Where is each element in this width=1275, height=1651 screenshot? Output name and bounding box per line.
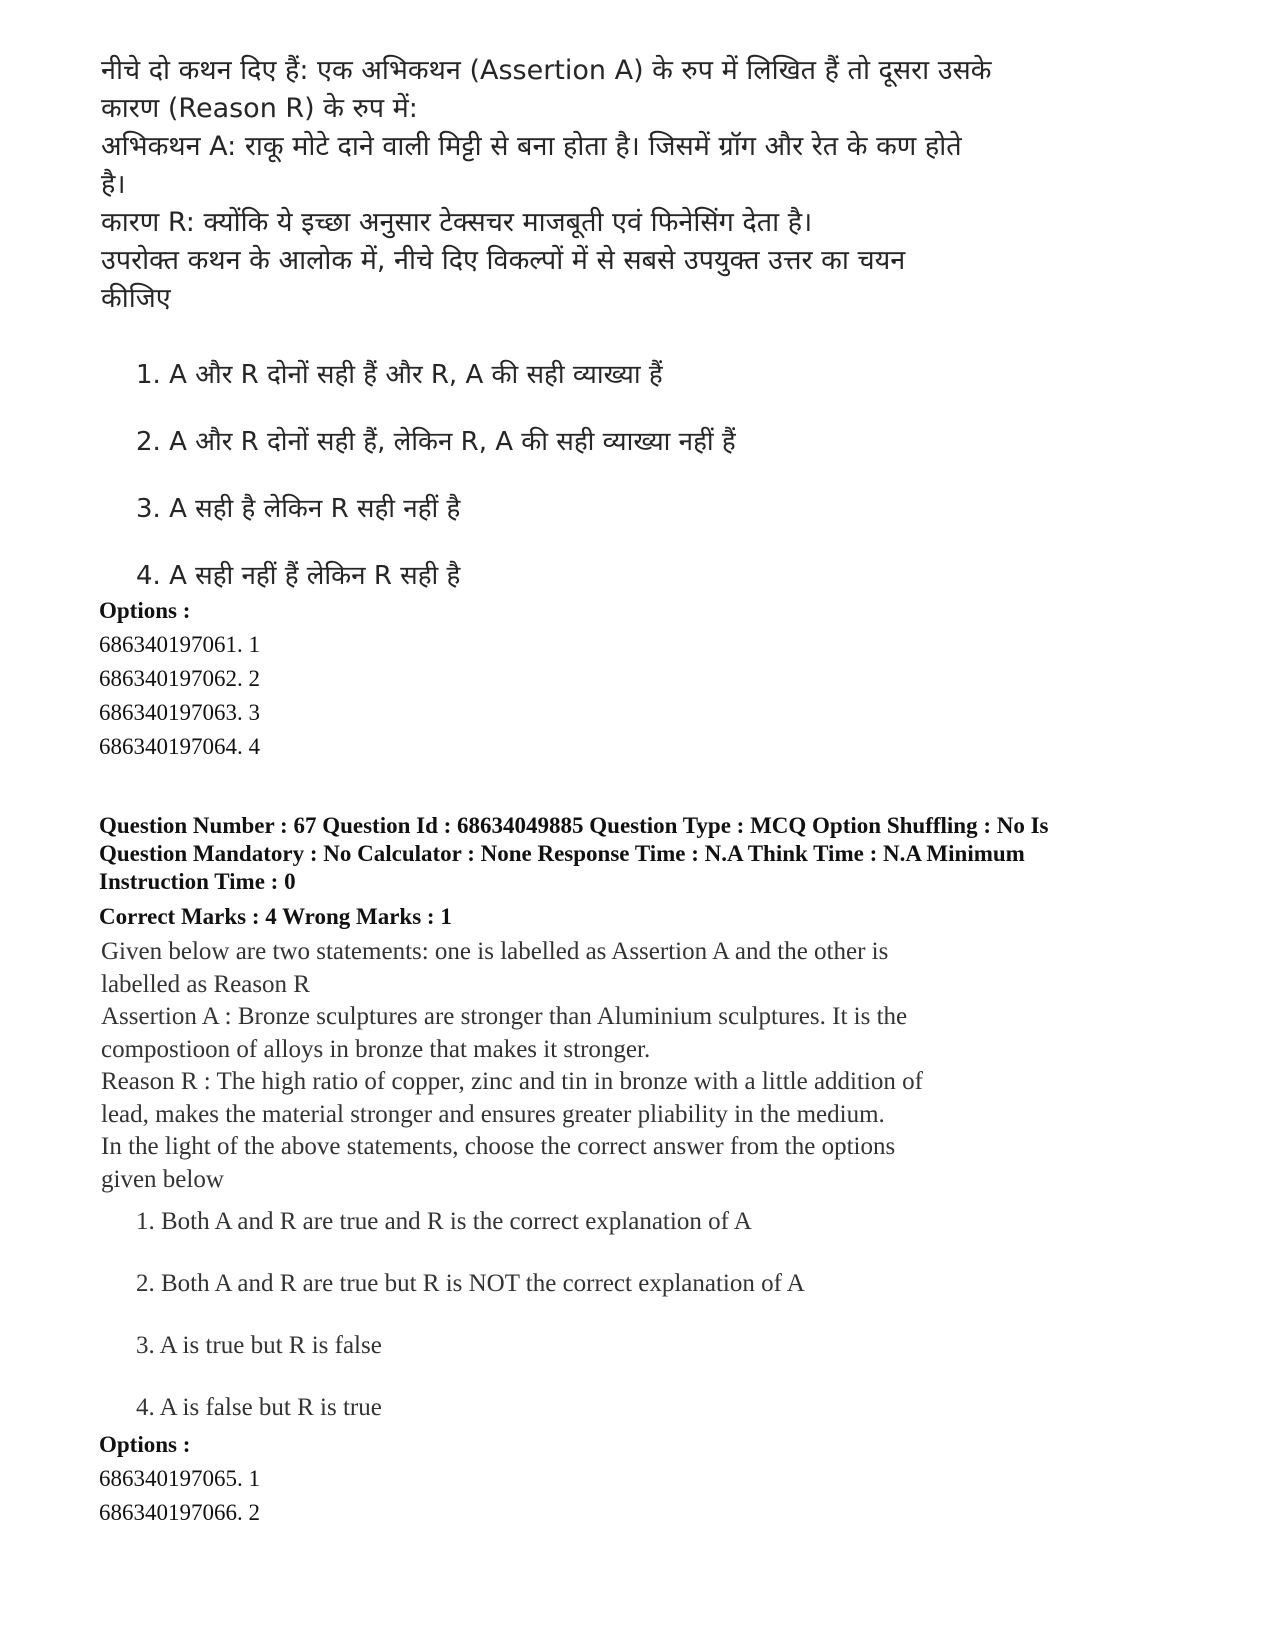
hindi-question-text (101, 52, 1061, 318)
english-line: compostioon of alloys in bronze that makes it stronger. (101, 1035, 651, 1063)
english-line: Reason R : The high ratio of copper, zinc and tin in bronze with a little addition of (101, 1068, 923, 1095)
english-choice-4: 4. A is false but R is true (136, 1394, 382, 1421)
english-line: In the light of the above statements, choose the correct answer from the options (101, 1133, 896, 1160)
english-line: Given below are two statements: one is labelled as Assertion A and the other is (101, 938, 889, 965)
options-heading: Options : (99, 1432, 191, 1457)
hindi-line: कारण (Reason R) के रुप में: (101, 93, 418, 124)
option-id: 686340197063. 3 (99, 700, 260, 725)
hindi-line: कीजिए (101, 283, 171, 314)
metadata-line: Instruction Time : 0 (99, 869, 296, 894)
hindi-line: है। (101, 169, 126, 200)
option-id: 686340197062. 2 (99, 666, 260, 691)
question-metadata (99, 812, 1179, 896)
hindi-line: कारण R: क्योंकि ये इच्छा अनुसार टेक्सचर माजबूती एवं फिनेसिंग देता है। (101, 207, 813, 238)
metadata-line: Question Number : 67 Question Id : 68634049885 Question Type : MCQ Option Shuffling : No Is (99, 813, 1049, 838)
option-id: 686340197064. 4 (99, 734, 260, 759)
hindi-choice-3: 3. A सही है लेकिन R सही नहीं है (136, 494, 461, 524)
metadata-line: Question Mandatory : No Calculator : None Response Time : N.A Think Time : N.A Minimum (99, 841, 1025, 866)
option-id: 686340197065. 1 (99, 1466, 260, 1491)
english-line: given below (101, 1165, 224, 1193)
option-id: 686340197061. 1 (99, 632, 260, 657)
marks-line: Correct Marks : 4 Wrong Marks : 1 (99, 904, 452, 929)
english-choice-3: 3. A is true but R is false (136, 1332, 382, 1359)
english-choice-2: 2. Both A and R are true but R is NOT the correct explanation of A (136, 1270, 805, 1297)
options-heading: Options : (99, 598, 191, 623)
hindi-choice-1: 1. A और R दोनों सही हैं और R, A की सही व्याख्या हैं (136, 360, 663, 390)
option-id: 686340197066. 2 (99, 1500, 260, 1525)
english-choice-1: 1. Both A and R are true and R is the correct explanation of A (136, 1208, 752, 1235)
english-question-text (101, 936, 1061, 1196)
hindi-line: उपरोक्त कथन के आलोक में, नीचे दिए विकल्पों में से सबसे उपयुक्त उत्तर का चयन (101, 245, 906, 276)
hindi-choice-4: 4. A सही नहीं हैं लेकिन R सही है (136, 561, 461, 591)
english-line: labelled as Reason R (101, 970, 310, 998)
hindi-line: नीचे दो कथन दिए हैं: एक अभिकथन (Assertion A) के रुप में लिखित हैं तो दूसरा उसके (101, 55, 992, 86)
hindi-line: अभिकथन A: राकू मोटे दाने वाली मिट्टी से बना होता है। जिसमें ग्रॉग और रेत के कण होते (101, 131, 962, 162)
english-line: Assertion A : Bronze sculptures are stronger than Aluminium sculptures. It is the (101, 1003, 908, 1030)
english-line: lead, makes the material stronger and ensures greater pliability in the medium. (101, 1100, 885, 1128)
hindi-choice-2: 2. A और R दोनों सही हैं, लेकिन R, A की सही व्याख्या नहीं हैं (136, 427, 736, 457)
